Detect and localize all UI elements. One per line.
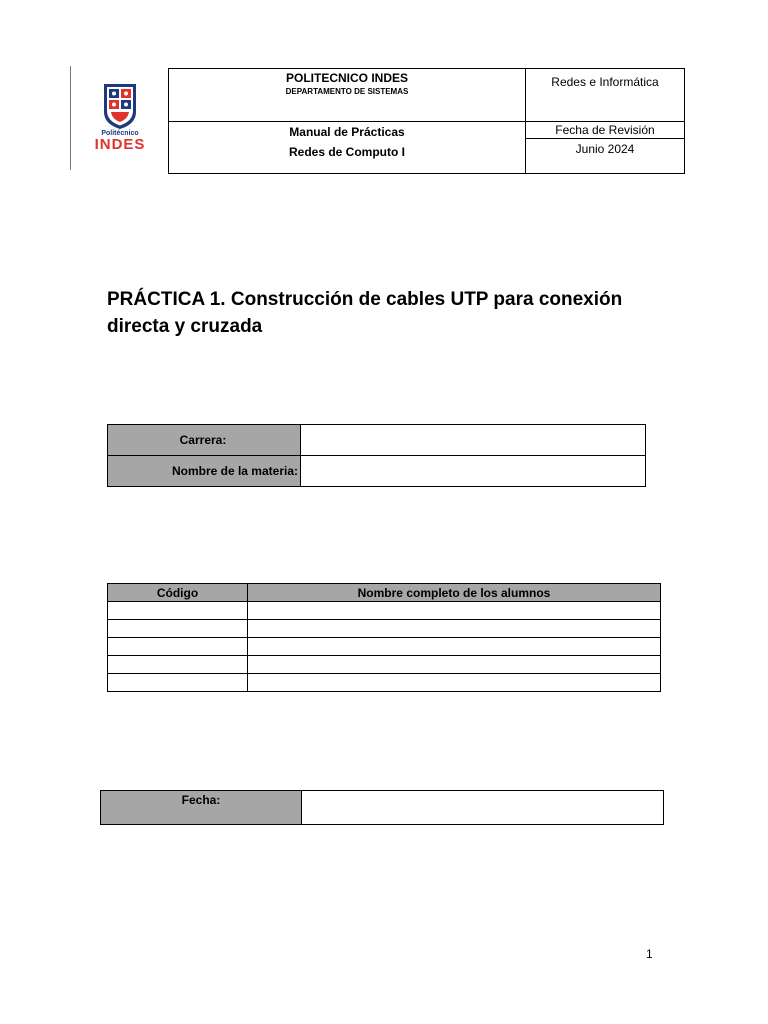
student-name-cell[interactable] [248,638,661,656]
table-row [108,674,661,692]
practice-title: PRÁCTICA 1. Construcción de cables UTP para conexión directa y cruzada [107,289,623,337]
header-area: Redes e Informática [526,69,685,122]
date-label: Fecha: [101,791,302,825]
student-name-cell[interactable] [248,620,661,638]
table-row [108,638,661,656]
manual-title: Manual de Prácticas [289,125,405,139]
code-column-header: Código [108,584,248,602]
student-name-cell[interactable] [248,674,661,692]
department-name: DEPARTAMENTO DE SISTEMAS [285,87,409,96]
name-column-header: Nombre completo de los alumnos [248,584,661,602]
table-row [108,602,661,620]
revision-date: Junio 2024 [575,142,635,156]
student-code-cell[interactable] [108,620,248,638]
students-table [107,583,661,692]
logo-subtitle: Politécnico [101,130,139,137]
course-info-table [107,424,646,487]
student-name-cell[interactable] [248,656,661,674]
subject-label: Nombre de la materia: [108,456,301,487]
header-revision-cell [526,122,685,174]
header-manual-cell [169,122,526,174]
date-field[interactable] [302,791,664,825]
page-number: 1 [646,947,653,961]
logo-divider [70,66,71,170]
revision-label: Fecha de Revisión [526,122,684,139]
table-row [108,620,661,638]
student-code-cell[interactable] [108,674,248,692]
course-title: Redes de Computo I [288,145,405,159]
student-code-cell[interactable] [108,638,248,656]
document-header-table [168,68,685,174]
student-code-cell[interactable] [108,602,248,620]
date-table [100,790,664,825]
student-code-cell[interactable] [108,656,248,674]
table-row [108,656,661,674]
career-label: Carrera: [108,425,301,456]
student-name-cell[interactable] [248,602,661,620]
org-name: POLITECNICO INDES [285,71,408,85]
shield-icon [92,82,148,130]
header-org-cell [169,69,526,122]
logo-brand: INDES [94,136,146,153]
career-field[interactable] [301,425,646,456]
subject-field[interactable] [301,456,646,487]
